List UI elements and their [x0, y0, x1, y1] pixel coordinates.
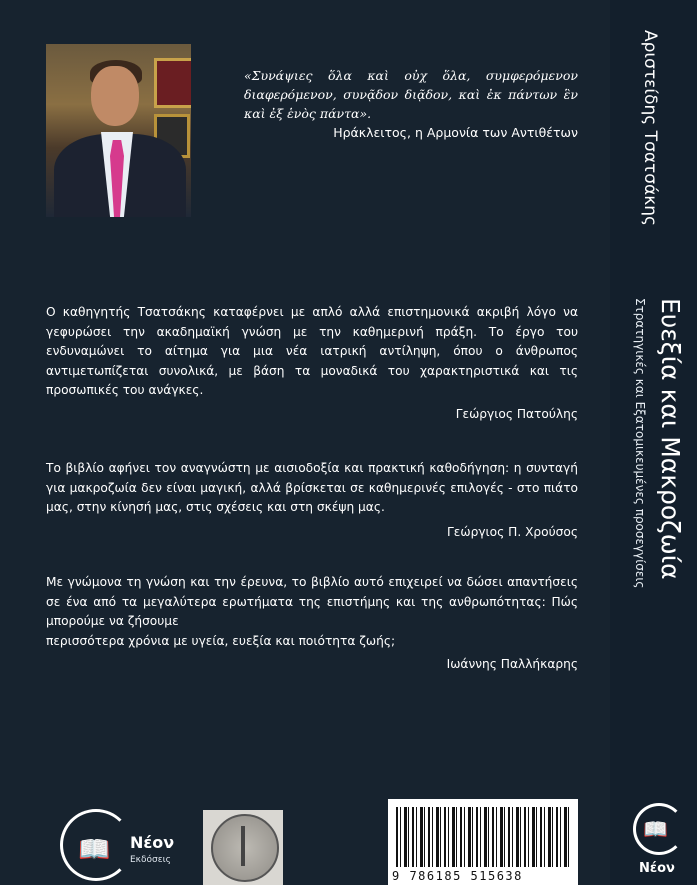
spine-subtitle: Στρατηγικές και Εξατομικευμένες προσεγγίσεις — [633, 298, 647, 589]
spine-title: Ευεξία και Μακροζωία — [656, 298, 685, 580]
spine-publisher-name: Νέον — [639, 861, 675, 876]
spine-author: Αριστείδης Τσατσάκης — [640, 30, 660, 227]
portrait-face — [91, 66, 139, 126]
review-author: Γεώργιος Πατούλης — [455, 407, 578, 421]
review-text-main: Με γνώμονα τη γνώση και την έρευνα, το βιβλίο αυτό επιχειρεί να δώσει απαντήσεις σε ένα από τα μεγαλύτερα ερωτήματα της επιστήμης και της ανθρωπότητας: Πώς μπορούμε να ζήσουμε — [46, 575, 578, 628]
epigraph-quote: «Συνάψιες ὅλα καὶ οὐχ ὅλα, συμφερόμενον διαφερόμενον, συνᾷδον διᾷδον, καὶ ἐκ πάντων ἓν καὶ ἐξ ἑνὸς πάντα». — [244, 68, 578, 121]
caduceus-icon — [241, 826, 245, 866]
barcode-bars — [396, 807, 570, 867]
review-author: Γεώργιος Π. Χρούσος — [447, 525, 578, 539]
institution-seal — [203, 810, 283, 885]
review-text: Το βιβλίο αφήνει τον αναγνώστη με αισιοδοξία και πρακτική καθοδήγηση: η συνταγή για μακροζωία δεν είναι μαγική, αλλά βρίσκεται σε καθημερινές επιλογές - στο πιάτο μας, στην κίνησή μας, στις σχέσεις και στη σκέψη μας. — [46, 461, 578, 514]
isbn-barcode — [388, 799, 578, 885]
book-icon: 📖 — [78, 835, 111, 865]
barcode-digits: 9 786185 515638 — [392, 869, 523, 883]
framed-certificate — [154, 58, 191, 108]
author-portrait — [46, 44, 191, 217]
review-text: Ο καθηγητής Τσατσάκης καταφέρνει με απλό αλλά επιστημονικά ακριβή λόγο να γεφυρώσει την ακαδημαϊκή γνώση με την καθημερινή πράξη. Το έργο του ενδυναμώνει το αίτημα για μια νέα ιατρική αντίληψη, όπου ο άνθρωπος αντιμετωπίζεται συνολικά, με βάση τα μοναδικά του χαρακτηριστικά και τις προσωπικές του ανάγκες. — [46, 305, 578, 397]
book-icon: 📖 — [643, 817, 668, 841]
review-text — [46, 573, 578, 651]
seal-ring — [211, 814, 279, 882]
publisher-subtitle: Εκδόσεις — [130, 855, 171, 865]
epigraph-author: Ηράκλειτος, η Αρμονία των Αντιθέτων — [333, 125, 578, 140]
spine-publisher-logo — [629, 795, 689, 885]
review-author: Ιωάννης Παλλήκαρης — [446, 657, 578, 671]
publisher-name: Νέον — [130, 833, 175, 852]
review-text-tail: περισσότερα χρόνια με υγεία, ευεξία και ποιότητα ζωής; — [46, 633, 396, 648]
publisher-logo — [60, 807, 190, 885]
